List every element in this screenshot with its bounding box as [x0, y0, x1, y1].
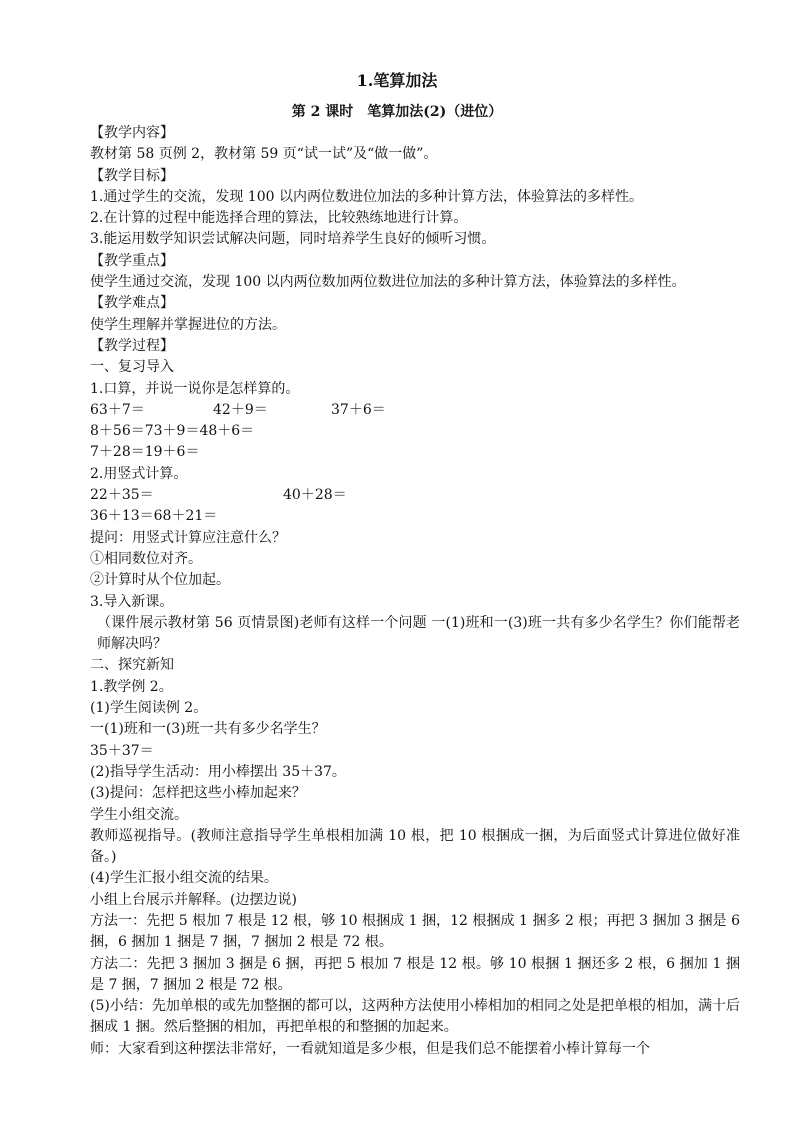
key-text: 使学生通过交流，发现 100 以内两位数加两位数进位加法的多种计算方法，体验算法的多样性。 [90, 274, 686, 291]
oral-calc-prompt: 1.口算，并说一说你是怎样算的。 [90, 380, 300, 397]
teacher-says-text: 师：大家看到这种摆法非常好，一看就知道是多少根，但是我们总不能摆着小棒计算每一个 [90, 1040, 650, 1057]
vertical-calc-row [90, 485, 740, 506]
equation: 37＋6＝ [331, 401, 386, 418]
method-two-text: 方法二：先把 3 捆加 3 捆是 6 捆，再把 5 根加 7 根是 12 根。够 10 根捆 1 捆还多 2 根，6 捆加 1 捆是 7 捆，7 捆加 2 根是 72 根。 [90, 955, 740, 993]
oral-calc-row: 7＋28＝19＋6＝ [90, 444, 200, 461]
oral-calc-row [90, 400, 740, 421]
document-body [90, 123, 740, 1060]
question-text: 提问：用竖式计算应注意什么？ [90, 529, 286, 546]
answer-item: ②计算时从个位加起。 [90, 572, 230, 589]
vertical-calc-prompt: 2.用竖式计算。 [90, 465, 188, 482]
lesson-subtitle: 第 2 课时 笔算加法(2)（进位） [291, 104, 503, 120]
difficulty-text: 使学生理解并掌握进位的方法。 [90, 316, 286, 333]
equation: 63＋7＝ [90, 401, 145, 418]
answer-item: ①相同数位对齐。 [90, 550, 202, 567]
group-talk-text: 学生小组交流。 [90, 806, 188, 823]
goal-item: 1.通过学生的交流，发现 100 以内两位数进位加法的多种计算方法，体验算法的多样性。 [90, 188, 643, 205]
step-text: (2)指导学生活动：用小棒摆出 35＋37。 [90, 763, 346, 780]
group-show-text: 小组上台展示并解释。(边摆边说) [90, 891, 297, 908]
step-equation: 35＋37＝ [90, 742, 154, 759]
equation: 40＋28＝ [283, 487, 347, 504]
section-heading-key: 【教学重点】 [90, 252, 174, 269]
section-heading-content: 【教学内容】 [90, 125, 174, 141]
goal-item: 2.在计算的过程中能选择合理的算法，比较熟练地进行计算。 [90, 210, 468, 227]
step-text: (3)提问：怎样把这些小棒加起来？ [90, 785, 306, 802]
section-heading-process: 【教学过程】 [90, 337, 174, 354]
step-text: (4)学生汇报小组交流的结果。 [90, 870, 278, 887]
equation: 22＋35＝ [90, 487, 154, 504]
step-question: 一(1)班和一(3)班一共有多少名学生？ [90, 721, 326, 738]
intro-text: （课件展示教材第 56 页情景图)老师有这样一个问题 一(1)班和一(3)班一共有多少名学生？你们能帮老师解决吗？ [97, 614, 740, 653]
method-one-text: 方法一：先把 5 根加 7 根是 12 根，够 10 根捆成 1 捆，12 根捆成 1 捆多 2 根；再把 3 捆加 3 捆是 6 捆，6 捆加 1 捆是 7 捆，7 捆加 2 根是 72 根。 [90, 912, 740, 951]
explore-heading: 二、探究新知 [90, 657, 174, 674]
teacher-guide-text: 教师巡视指导。(教师注意指导学生单根相加满 10 根，把 10 根捆成一捆，为后面竖式计算进位做好准备。) [90, 827, 740, 866]
step-text: (1)学生阅读例 2。 [90, 700, 208, 717]
vertical-calc-row: 36＋13＝68＋21＝ [90, 508, 218, 525]
content-text: 教材第 58 页例 2，教材第 59 页“试一试”及“做一做”。 [90, 146, 438, 163]
example-heading: 1.教学例 2。 [90, 678, 173, 695]
page-title: 1.笔算加法 [356, 71, 438, 90]
summary-text: (5)小结：先加单根的或先加整捆的都可以，这两种方法使用小棒相加的相同之处是把单根的相加，满十后捆成 1 捆。然后整捆的相加，再把单根的和整捆的加起来。 [90, 998, 740, 1036]
goal-item: 3.能运用数学知识尝试解决问题，同时培养学生良好的倾听习惯。 [90, 231, 496, 248]
review-heading: 一、复习导入 [90, 359, 174, 376]
intro-new-lesson: 3.导入新课。 [90, 593, 174, 610]
section-heading-difficulty: 【教学难点】 [90, 295, 174, 312]
section-heading-goals: 【教学目标】 [90, 167, 174, 184]
oral-calc-row: 8＋56＝73＋9＝48＋6＝ [90, 423, 255, 440]
equation: 42＋9＝ [213, 401, 268, 418]
